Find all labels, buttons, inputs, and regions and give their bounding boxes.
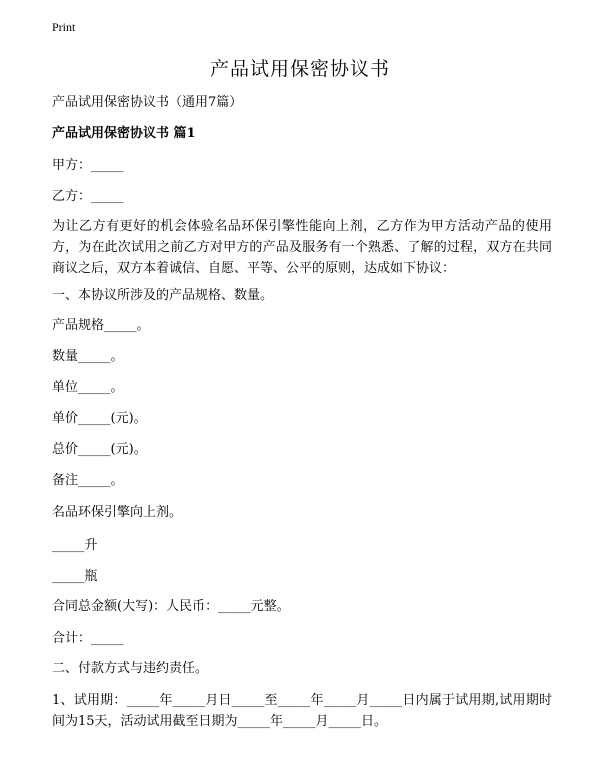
quantity-line: 数量_____。 bbox=[52, 349, 124, 364]
product-name-line: 名品环保引擎向上剂。 bbox=[52, 505, 183, 520]
unit-line: 单位_____。 bbox=[52, 380, 124, 395]
unit-price-line: 单价_____(元)。 bbox=[52, 411, 147, 426]
liters-line: _____升 bbox=[52, 538, 98, 553]
total-price-line: 总价_____(元)。 bbox=[52, 442, 147, 457]
clause-2-heading: 二、付款方式与违约责任。 bbox=[52, 661, 209, 676]
sum-line: 合计：_____ bbox=[52, 631, 124, 646]
document-subtitle: 产品试用保密协议书（通用7篇） bbox=[52, 95, 243, 110]
document-title: 产品试用保密协议书 bbox=[209, 58, 390, 80]
trial-period-paragraph: 1、试用期：_____年_____月日_____至_____年_____月_____日内属于试用期,试用期时间为15天，活动试用截至日期为_____年_____月_____日。 bbox=[52, 693, 552, 729]
print-label[interactable]: Print bbox=[52, 20, 76, 34]
bottles-line: _____瓶 bbox=[52, 569, 98, 584]
spec-line: 产品规格_____。 bbox=[52, 318, 150, 333]
clause-1-heading: 一、本协议所涉及的产品规格、数量。 bbox=[52, 288, 274, 303]
section-heading: 产品试用保密协议书 篇1 bbox=[52, 126, 196, 141]
remark-line: 备注_____。 bbox=[52, 473, 124, 488]
party-a-line: 甲方：_____ bbox=[52, 158, 124, 173]
party-b-line: 乙方：_____ bbox=[52, 189, 124, 204]
intro-paragraph: 为让乙方有更好的机会体验名品环保引擎性能向上剂，乙方作为甲方活动产品的使用方，为在此次试用之前乙方对甲方的产品及服务有一个熟悉、了解的过程，双方在共同商议之后，双方本着诚信、自愿、平等、公平的原则，达成如下协议： bbox=[52, 219, 552, 276]
contract-total-line: 合同总金额(大写)：人民币：_____元整。 bbox=[52, 599, 290, 614]
